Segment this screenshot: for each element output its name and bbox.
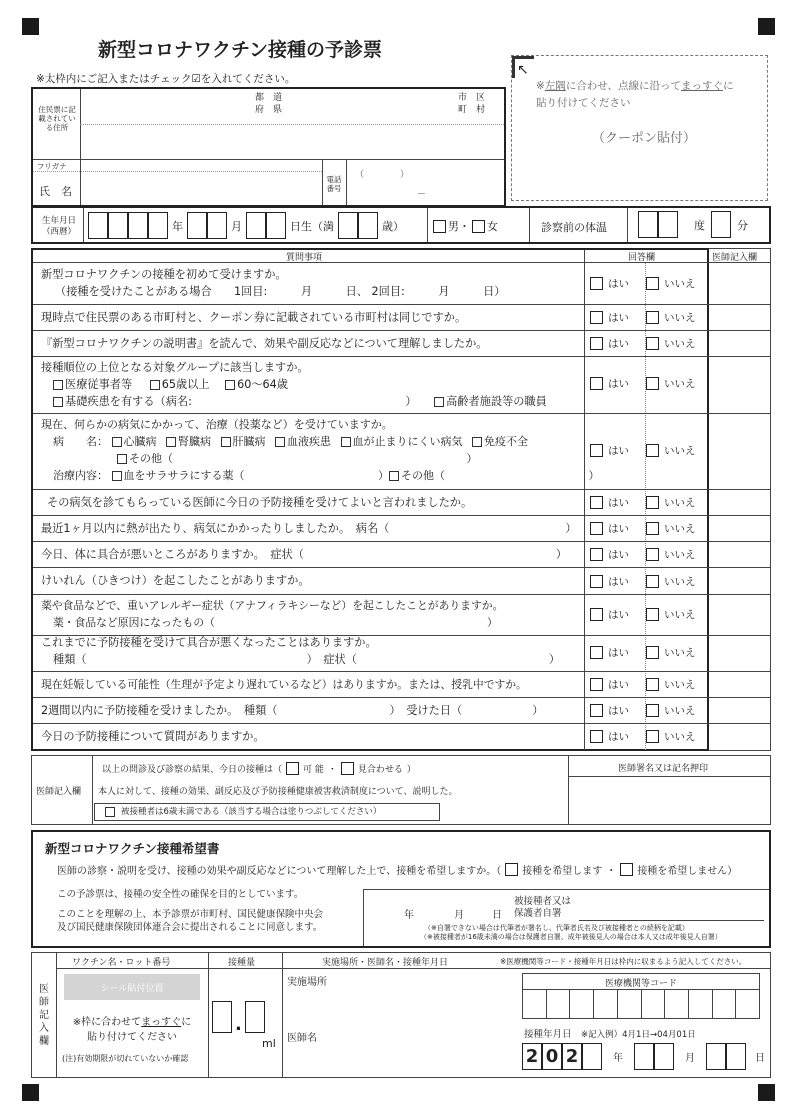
q7-no-checkbox[interactable] [646,522,659,535]
q5-other-disease-checkbox[interactable] [117,454,127,464]
arrow-up-left-icon: ↖ [517,62,529,78]
doctor-signature-field[interactable] [570,778,768,823]
answer-4: はい いいえ [590,376,696,391]
q9-no-checkbox[interactable] [646,575,659,588]
q9-yes-checkbox[interactable] [590,575,603,588]
coupon-corner-mark [512,56,534,59]
birth-temp-row [31,206,771,244]
not-want-vaccination-checkbox[interactable] [620,863,633,876]
q4-60to64-checkbox[interactable] [225,380,235,390]
q6-yes-checkbox[interactable] [590,496,603,509]
q4-no-checkbox[interactable] [646,377,659,390]
amount-header: 接種量 [228,958,256,968]
q10-yes-checkbox[interactable] [590,608,603,621]
place-label: 実施場所 [287,977,327,988]
birth-label: 生年月日（西暦） [41,216,76,237]
place-doctor-field[interactable] [332,973,512,1073]
q4-yes-checkbox[interactable] [590,377,603,390]
question-10: 薬や食品などで、重いアレルギー症状（アナフィラキシーなど）を起こしたことがありますか。 薬・食品など原因になったもの（ ） [41,599,504,629]
header-doctor: 医師記入欄 [712,253,758,263]
answer-7: はい いいえ [590,521,696,536]
gender-selector: 男・ 女 [433,218,498,234]
consent-agreement: このことを理解の上、本予診票が市町村、国民健康保険中央会 及び国民健康保険団体連合会に提出されることに同意します。 [57,909,324,933]
vaccination-month-input[interactable] [634,1043,674,1070]
header-question: 質問事項 [286,253,323,263]
question-5: 現在、何らかの病気にかかって、治療（投薬など）を受けていますか。 病 名： 心臓病 腎臓病 肝臓病 血液疾患 血が止まりにくい病気 免疫不全 その他（ ） 治療内容： 血をサラサラにする薬（ ） その他（ ） [41,418,600,482]
q12-no-checkbox[interactable] [646,678,659,691]
q1-yes-checkbox[interactable] [590,277,603,290]
sticker-note: ※枠に合わせてまっすぐに 貼り付けてください [72,1017,192,1043]
consent-question: 医師の診察・説明を受け、接種の効果や副反応などについて理解した上で、接種を希望しますか。（ 接種を希望します ・ 接種を希望しません） [57,862,737,877]
birth-day-input[interactable] [246,212,286,239]
question-14: 今日の予防接種について質問がありますか。 [41,730,265,743]
temperature-minute-input[interactable] [711,211,731,238]
consent-notes: （※自署できない場合は代筆者が署名し、代筆者氏名及び被接種者との続柄を記載） （※被接種者が16歳未満の場合は保護者自署、成年被後見人の場合は本人又は成年後見人自署） [420,924,722,941]
answer-12: はい いいえ [590,677,696,692]
address-input[interactable] [82,126,502,158]
coupon-label: （クーポン貼付） [592,131,697,146]
city-label: 市 区 町 村 [458,93,486,115]
registration-mark-top-left [22,18,39,35]
ml-unit: ml [262,1037,276,1050]
vaccination-record [31,952,771,1078]
registration-mark-bottom-left [22,1084,39,1101]
vaccination-day-input[interactable] [706,1043,746,1070]
question-11: これまでに予防接種を受けて具合が悪くなったことはありますか。 種類（ ） 症状（ ） [41,636,561,666]
vaccination-date-fields: 2 0 2 年 月 日 [522,1043,765,1070]
phone-input[interactable] [348,163,502,203]
registration-mark-bottom-right [758,1084,775,1101]
personal-info-block [31,87,506,207]
question-1: 新型コロナワクチンの接種を初めて受けますか。 （接種を受けたことがある場合 1回目: 月 日、 2回目: 月 日） [41,268,506,298]
header-answer: 回答欄 [628,253,656,263]
answer-14: はい いいえ [590,729,696,744]
question-9: けいれん（ひきつけ）を起こしたことがありますか。 [41,574,310,587]
furigana-label: フリガナ [37,162,67,171]
answer-2: はい いいえ [590,310,696,325]
male-checkbox[interactable] [433,220,446,233]
q5-blood-checkbox[interactable] [275,437,285,447]
vaccination-ok-checkbox[interactable] [286,762,299,775]
name-label: 氏 名 [39,185,72,198]
answer-10: はい いいえ [590,607,696,622]
answer-11: はい いいえ [590,645,696,660]
answer-1: はい いいえ [590,276,696,291]
doctor-judgement: 以上の問診及び診察の結果、今日の接種は（ 可 能 ・ 見合わせる ） [102,762,416,775]
answer-8: はい いいえ [590,547,696,562]
question-13: 2週間以内に予防接種を受けましたか。 種類（ ） 受けた日（ ） [41,704,544,717]
explanation-statement: 本人に対して、接種の効果、副反応及び予防接種健康被害救済制度について、説明した。 [98,787,458,797]
temperature-degree-input[interactable] [638,211,678,238]
under6-checkbox[interactable] [105,807,115,817]
q5-immune-checkbox[interactable] [472,437,482,447]
amount-field[interactable]: . [212,1001,265,1033]
coupon-note: ※左隅に合わせ、点線に沿ってまっすぐに 貼り付けてください [536,80,734,109]
question-4: 接種順位の上位となる対象グループに該当しますか。 医療従事者等 65歳以上 60～64歳 基礎疾患を有する（病名: ） 高齢者施設等の職員 [41,361,547,408]
q5-yes-checkbox[interactable] [590,444,603,457]
answer-5: はい いいえ [590,443,696,458]
doctor-column [709,248,771,751]
answer-6: はい いいえ [590,495,696,510]
doctor-name-label: 医師名 [287,1033,317,1044]
q14-yes-checkbox[interactable] [590,730,603,743]
facility-code-box [522,973,760,1019]
q5-other-treatment-checkbox[interactable] [389,471,399,481]
temperature-fields: 度 分 [638,211,748,238]
vaccination-postpone-checkbox[interactable] [341,762,354,775]
phone-paren: （ ） [355,170,410,180]
question-6: その病気を診てもらっている医師に今日の予防接種を受けてよいと言われましたか。 [47,496,473,509]
phone-dash: － [417,190,427,200]
record-side-label: 医師記入欄 [39,984,49,1047]
q13-no-checkbox[interactable] [646,704,659,717]
q11-no-checkbox[interactable] [646,646,659,659]
phone-label: 電話番号 [326,175,342,193]
q6-no-checkbox[interactable] [646,496,659,509]
q4-underlying-checkbox[interactable] [53,397,63,407]
self-sign-label: 被接種者又は 保護者自署 [514,896,572,919]
question-3: 『新型コロナワクチンの説明書』を読んで、効果や副反応などについて理解しましたか。 [41,337,488,350]
want-vaccination-checkbox[interactable] [505,863,518,876]
age-input[interactable] [338,212,378,239]
q13-yes-checkbox[interactable] [590,704,603,717]
q5-no-checkbox[interactable] [646,444,659,457]
form-title: 新型コロナワクチン接種の予診票 [98,39,383,61]
q2-yes-checkbox[interactable] [590,311,603,324]
q12-yes-checkbox[interactable] [590,678,603,691]
expiry-note: (注)有効期限が切れていないか確認 [62,1054,189,1063]
form-instruction: ※太枠内にご記入またはチェック☑を入れてください。 [36,73,296,85]
registration-mark-top-right [758,18,775,35]
temperature-label: 診察前の体温 [541,221,607,234]
birth-year-input[interactable] [88,212,168,239]
consent-title: 新型コロナワクチン接種希望書 [45,841,220,856]
q1-no-checkbox[interactable] [646,277,659,290]
q11-yes-checkbox[interactable] [590,646,603,659]
self-sign-field[interactable] [579,894,764,921]
q7-yes-checkbox[interactable] [590,522,603,535]
q2-no-checkbox[interactable] [646,311,659,324]
vaccination-year-input[interactable]: 2 0 2 [522,1043,602,1070]
facility-code-label: 医療機関等コード [604,979,677,989]
q5-bleeding-checkbox[interactable] [341,437,351,447]
consent-purpose: この予診票は、接種の安全性の確保を目的としています。 [57,889,304,900]
facility-code-input[interactable] [523,990,759,1018]
q14-no-checkbox[interactable] [646,730,659,743]
question-7: 最近1ヶ月以内に熱が出たり、病気にかかったりしましたか。 病名（ ） [41,522,577,535]
q5-anticoagulant-checkbox[interactable] [112,471,122,481]
q10-no-checkbox[interactable] [646,608,659,621]
q3-yes-checkbox[interactable] [590,337,603,350]
consent-signature-box: 年 月 日 被接種者又は 保護者自署 （※自署できない場合は代筆者が署名し、代筆者氏名及び被接種者との続柄を記載） （※被接種者が16歳未満の場合は保護者自署、成年被後見人の場合は本人又は成年後見人自署） [363,889,769,946]
q8-no-checkbox[interactable] [646,548,659,561]
female-checkbox[interactable] [472,220,485,233]
birth-date-fields: 年 月 日生（満 歳） [88,212,404,239]
signature-label: 医師署名又は記名押印 [618,764,709,774]
q5-heart-checkbox[interactable] [112,437,122,447]
q8-yes-checkbox[interactable] [590,548,603,561]
record-note: ※医療機関等コード・接種年月日は枠内に収まるよう記入してください。 [500,957,747,966]
vaccination-date-label: 接種年月日 ※記入例）4月1日→04月01日 [524,1029,696,1040]
furigana-input[interactable] [82,161,320,171]
q4-facility-staff-checkbox[interactable] [434,397,444,407]
consent-section [31,830,771,948]
birth-month-input[interactable] [187,212,227,239]
q4-65plus-checkbox[interactable] [150,380,160,390]
question-12: 現在妊娠している可能性（生理が予定より遅れているなど）はありますか。または、授乳中ですか。 [41,678,527,691]
q5-kidney-checkbox[interactable] [166,437,176,447]
name-input[interactable] [82,174,320,204]
answer-9: はい いいえ [590,574,696,589]
question-8: 今日、体に具合が悪いところがありますか。 症状（ ） [41,548,568,561]
vaccine-header: ワクチン名・ロット番号 [72,958,171,968]
place-header: 実施場所・医師名・接種年月日 [322,958,449,968]
answer-13: はい いいえ [590,703,696,718]
under6-row: 被接種者は6歳未満である（該当する場合は塗りつぶしてください） [94,803,440,821]
address-label: 住民票に記載されている住所 [38,105,76,132]
answer-3: はい いいえ [590,336,696,351]
prefecture-label: 都 道 府 県 [255,93,283,115]
q3-no-checkbox[interactable] [646,337,659,350]
q4-medical-checkbox[interactable] [53,380,63,390]
sticker-position[interactable]: シール貼付位置 [64,974,200,1000]
doctor-section-label: 医師記入欄 [36,787,82,797]
q5-liver-checkbox[interactable] [221,437,231,447]
doctor-section [31,755,771,825]
question-2: 現時点で住民票のある市町村と、クーポン券に記載されている市町村は同じですか。 [41,311,467,324]
coupon-area[interactable] [511,55,768,201]
